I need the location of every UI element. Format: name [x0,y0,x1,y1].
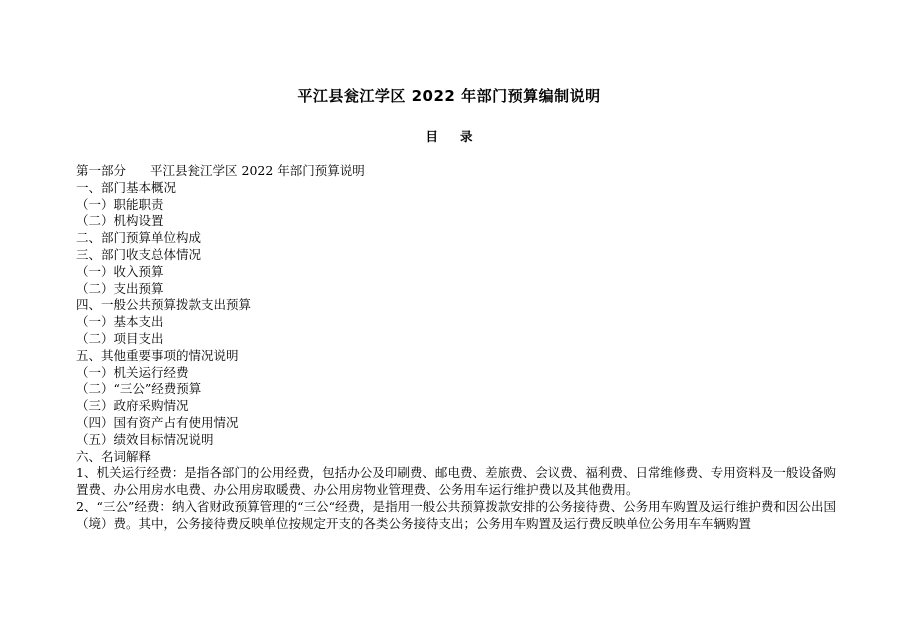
toc-item: 三、部门收支总体情况 [76,246,202,262]
toc-item: 一、部门基本概况 [76,179,177,195]
toc-item: （一）职能职责 [76,196,164,212]
definition-paragraph: 2、“三公”经费：纳入省财政预算管理的“三公“经费，是指用一般公共预算拨款安排的公务接待费、公务用车购置及运行维护费和因公出国（境）费。其中，公务接待费反映单位按规定开支的各类公务接待支出；公务用车购置及运行费反映单位公务用车车辆购置 [76,498,836,531]
toc-item: 四、一般公共预算拨款支出预算 [76,297,252,313]
toc-part-label: 第一部分 [76,163,127,178]
toc-item: （一）收入预算 [76,263,164,279]
document-title: 平江县瓮江学区 2022 年部门预算编制说明 [297,87,601,105]
toc-item: （四）国有资产占有使用情况 [76,414,239,430]
toc-item: 六、名词解释 [76,448,152,464]
toc-item: （一）基本支出 [76,314,164,330]
toc-item: 二、部门预算单位构成 [76,230,202,246]
table-of-contents [76,163,836,533]
toc-item: （二）机构设置 [76,213,164,229]
toc-item: （二）支出预算 [76,280,164,296]
toc-item: （五）绩效目标情况说明 [76,431,214,447]
definition-paragraph: 1、机关运行经费：是指各部门的公用经费，包括办公及印刷费、邮电费、差旅费、会议费、福利费、日常维修费、专用资料及一般设备购置费、办公用房水电费、办公用房取暖费、办公用房物业管理费、公务用车运行维护费以及其他费用。 [76,465,836,498]
toc-part-one [76,163,836,180]
toc-item: （二）项目支出 [76,330,164,346]
toc-item: （三）政府采购情况 [76,398,189,414]
toc-item: （二）“三公”经费预算 [76,381,202,397]
toc-part-text: 平江县瓮江学区 2022 年部门预算说明 [150,163,365,178]
toc-item: （一）机关运行经费 [76,364,189,380]
toc-item: 五、其他重要事项的情况说明 [76,347,239,363]
toc-heading: 目录 [425,129,495,144]
